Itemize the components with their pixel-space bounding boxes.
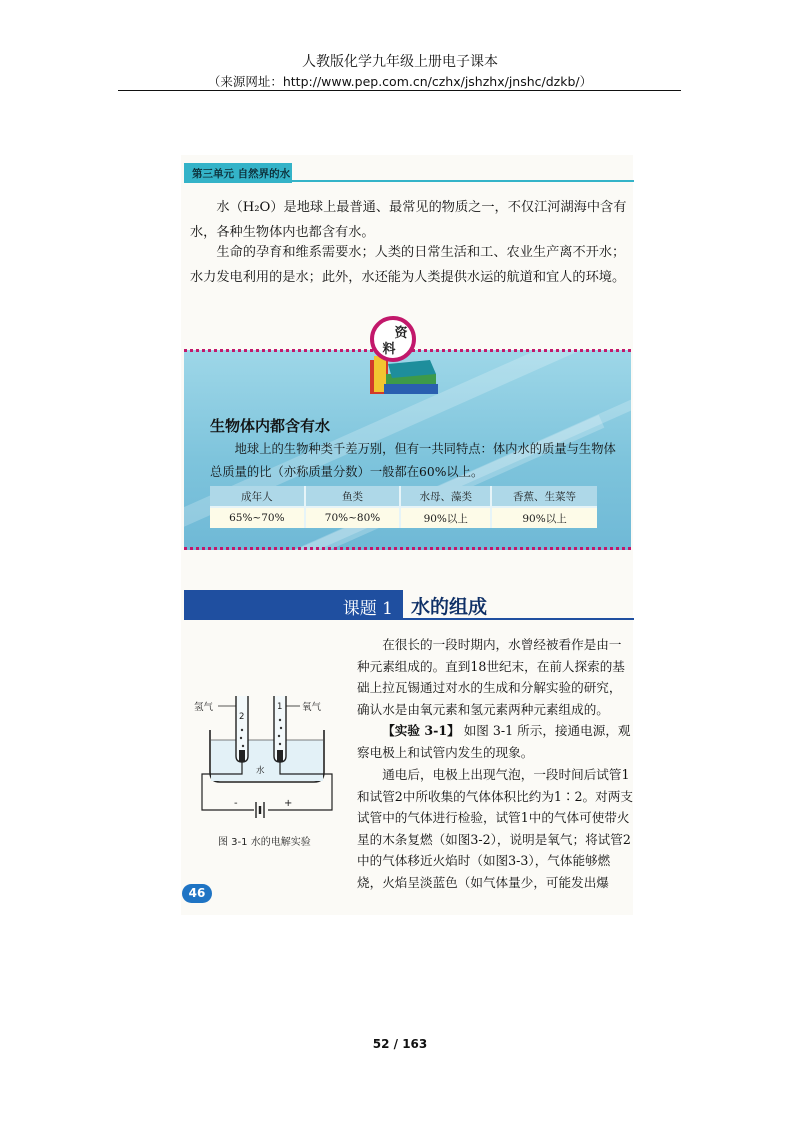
unit-underline xyxy=(292,180,634,182)
label-left: 氢气 xyxy=(194,702,214,713)
figure-caption: 图 3-1 水的电解实验 xyxy=(218,837,311,848)
table-header-row xyxy=(210,486,597,506)
intro-paragraph-1: 水（H₂O）是地球上最普通、最常见的物质之一，不仅江河湖海中含有水，各种生物体内也都含有水。 xyxy=(190,200,627,240)
lesson-title-bar xyxy=(184,590,634,620)
experiment-text: 如图 3-1 所示，接通电源，观察电极上和试管内发生的现象。 xyxy=(357,723,631,760)
negative-terminal: - xyxy=(234,798,238,809)
reference-badge xyxy=(370,316,416,362)
header-divider xyxy=(118,90,681,91)
water-content-table xyxy=(210,486,597,528)
table-header-cell: 水母、藻类 xyxy=(401,486,492,506)
info-box-title: 生物体内都含有水 xyxy=(210,417,331,435)
badge-char-2: 料 xyxy=(382,342,396,357)
body-paragraph-3: 通电后，电极上出现气泡，一段时间后试管1和试管2中所收集的气体体积比约为1∶2。对两支试管中的气体进行检验，试管1中的气体可使带火星的木条复燃（如图3-2），说明是氧气；将试管2中的气体移近火焰时（如图3-3），气体能够燃烧，火焰呈淡蓝色（如气体量少，可能发出爆 xyxy=(357,767,633,890)
page-number-badge xyxy=(182,884,212,903)
table-row xyxy=(210,506,597,528)
document-title: 人教版化学九年级上册电子课本 xyxy=(302,54,498,70)
table-cell: 70%~80% xyxy=(306,506,402,528)
table-cell: 90%以上 xyxy=(401,506,492,528)
unit-tab xyxy=(184,163,292,183)
lesson-number-block xyxy=(184,590,403,620)
table-cell: 90%以上 xyxy=(492,506,597,528)
label-right: 氧气 xyxy=(302,702,322,713)
unit-header xyxy=(184,163,634,183)
water-label: 水 xyxy=(256,766,265,776)
tube-label: 1 xyxy=(277,702,283,712)
info-box-bottom-border xyxy=(184,547,631,550)
experiment-label: 【实验 3-1】 xyxy=(382,723,460,738)
intro-paragraph-2: 生命的孕育和维系需要水；人类的日常生活和工、农业生产离不开水；水力发电利用的是水；此外，水还能为人类提供水运的航道和宜人的环境。 xyxy=(190,245,626,285)
lesson-title: 水的组成 xyxy=(411,596,488,618)
electrolysis-figure xyxy=(196,690,336,840)
body-paragraph-1: 在很长的一段时期内，水曾经被看作是由一种元素组成的。直到18世纪末，在前人探索的基础上拉瓦锡通过对水的生成和分解实验的研究，确认水是由氧元素和氢元素两种元素组成的。 xyxy=(357,637,625,717)
info-box-text: 地球上的生物种类千差万别，但有一共同特点：体内水的质量与生物体总质量的比（亦称质量分数）一般都在60%以上。 xyxy=(210,442,616,479)
unit-label: 第三单元 自然界的水 xyxy=(192,168,291,180)
table-cell: 65%~70% xyxy=(210,506,306,528)
table-header-cell: 香蕉、生菜等 xyxy=(492,486,597,506)
reference-material-icon xyxy=(366,316,440,396)
lesson-number: 课题 1 xyxy=(342,599,393,619)
tube-label: 2 xyxy=(239,712,245,722)
badge-char-1: 资 xyxy=(394,326,408,341)
experiment-paragraph xyxy=(357,720,633,763)
positive-terminal: + xyxy=(284,798,293,809)
table-header-cell: 鱼类 xyxy=(306,486,402,506)
page-number: 46 xyxy=(188,886,206,900)
pagination: 52 / 163 xyxy=(372,1037,428,1051)
source-url: （来源网址：http://www.pep.com.cn/czhx/jshzhx/jnshc/dzkb/） xyxy=(207,74,593,89)
table-header-cell: 成年人 xyxy=(210,486,306,506)
